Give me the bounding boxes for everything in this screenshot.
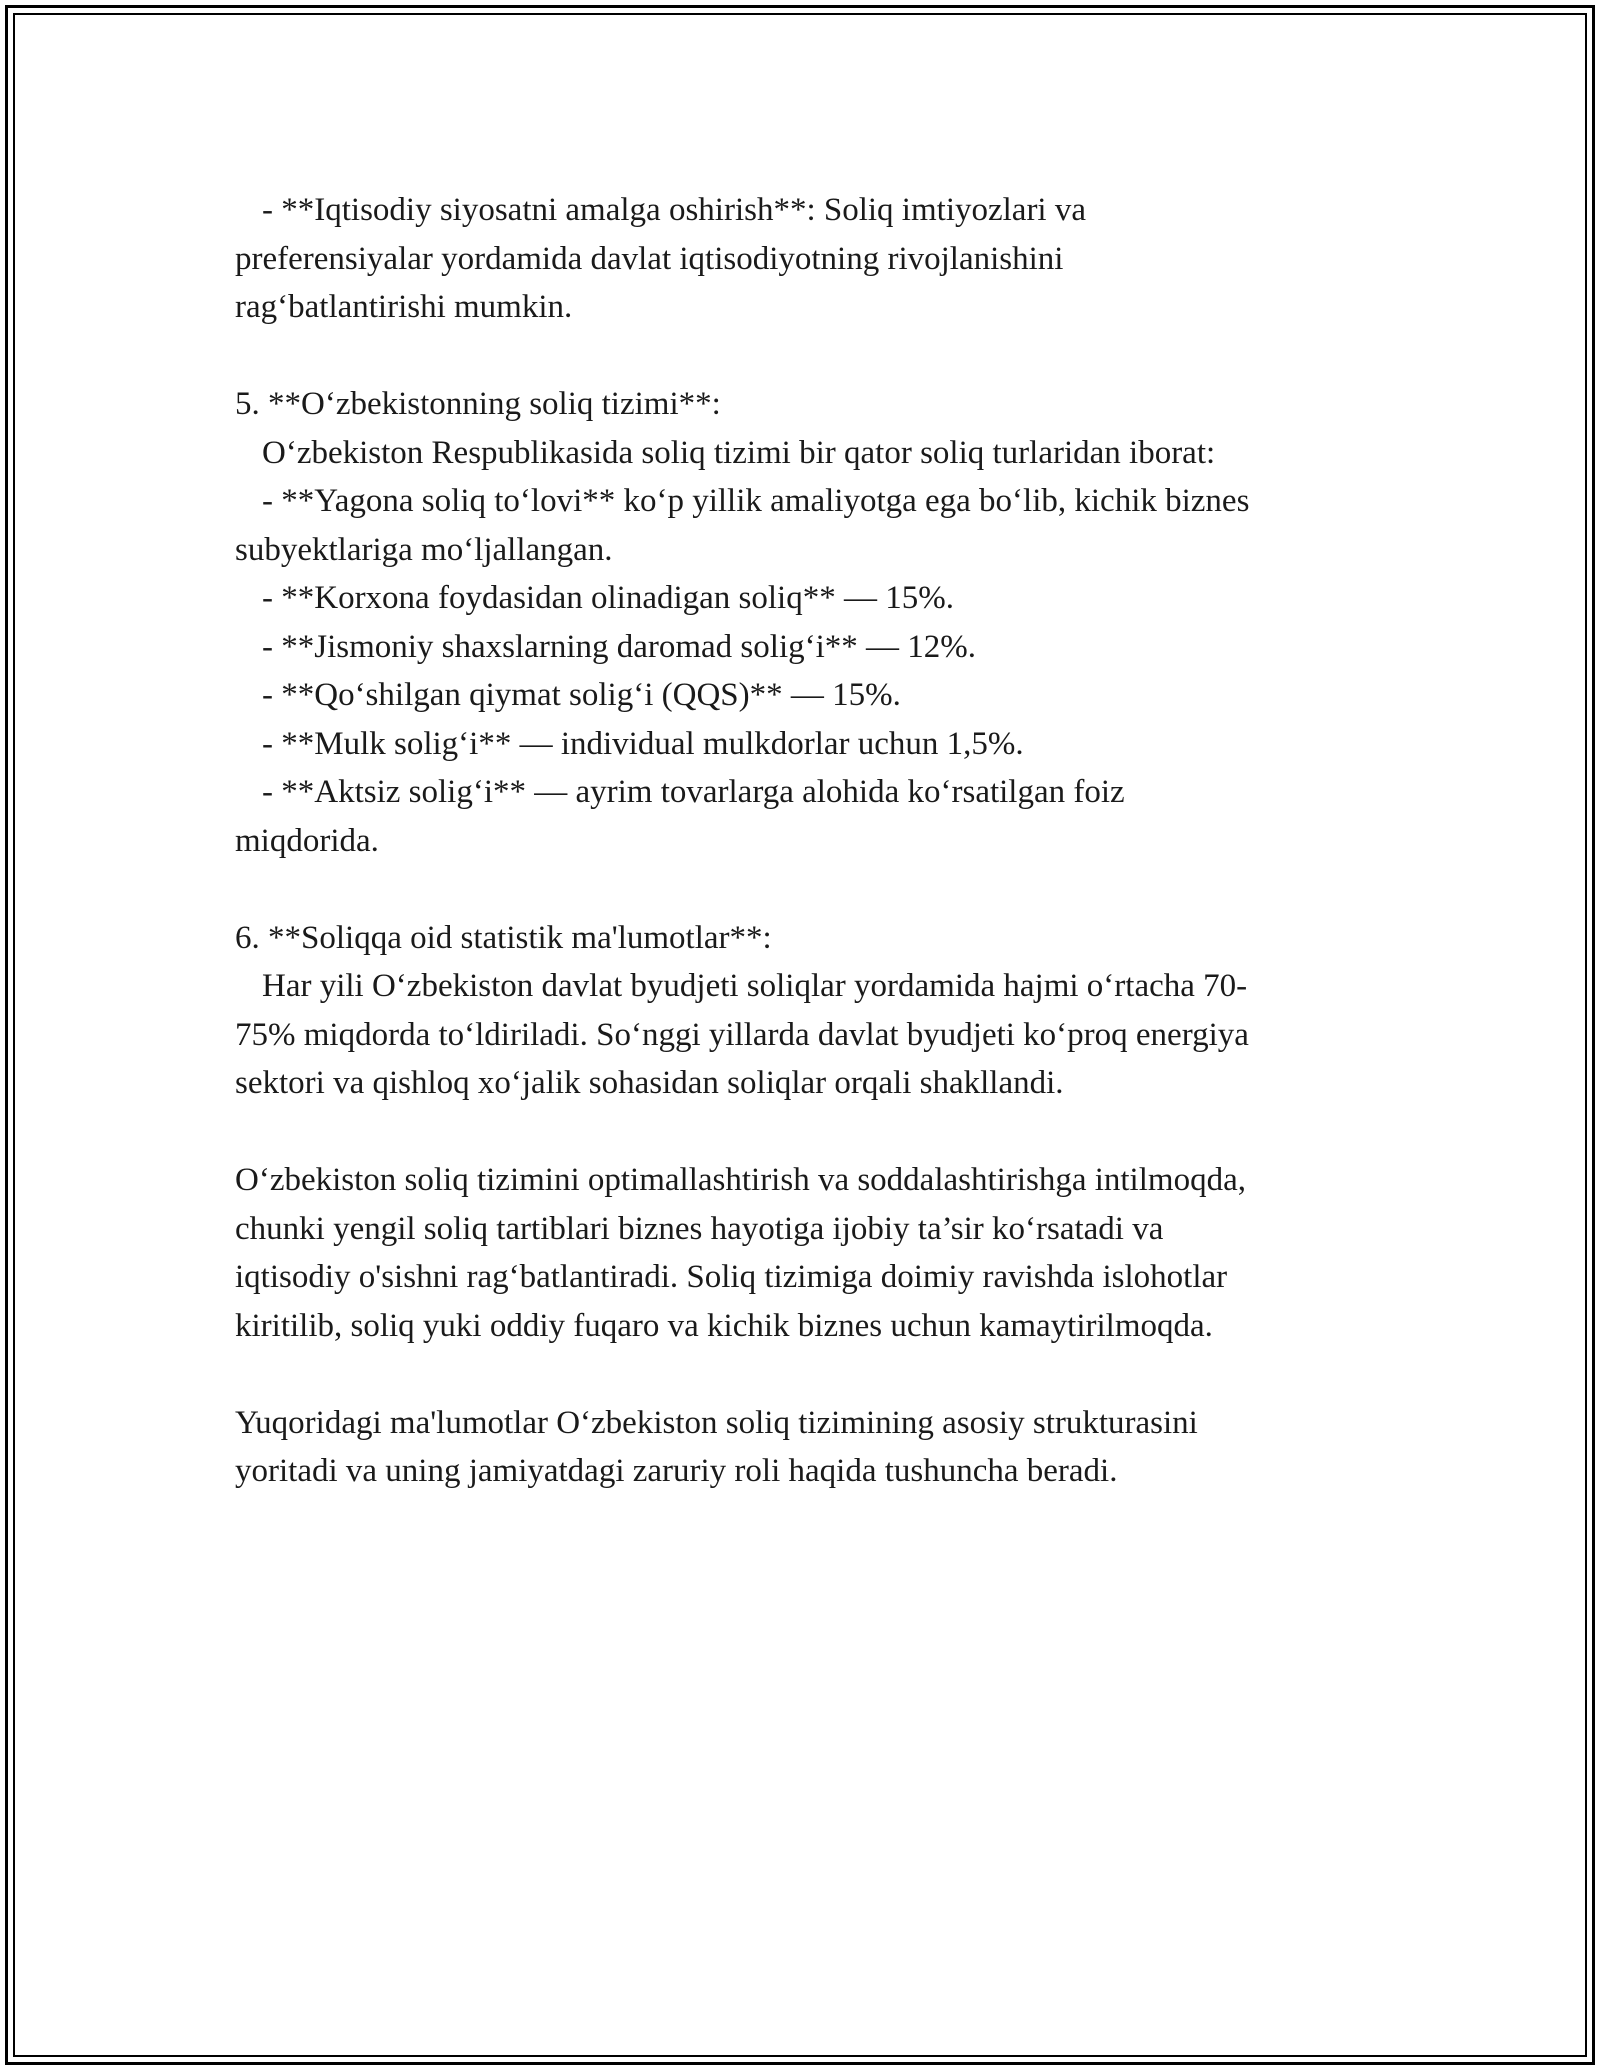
list-item: - **Korxona foydasidan olinadigan soliq** — 15%. [262, 580, 954, 616]
text-line: yoritadi va uning jamiyatdagi zaruriy roli haqida tushuncha beradi. [235, 1453, 1118, 1489]
text-line: Yuqoridagi ma'lumotlar O‘zbekiston soliq tizimining asosiy strukturasini [235, 1404, 1198, 1441]
text-line: chunki yengil soliq tartiblari biznes hayotiga ijobiy ta’sir ko‘rsatadi va [235, 1210, 1164, 1247]
list-item: - **Jismoniy shaxslarning daromad solig‘i** — 12%. [262, 628, 977, 665]
text-line: miqdorida. [235, 822, 379, 859]
text-line: sektori va qishloq xo‘jalik sohasidan soliqlar orqali shakllandi. [235, 1065, 1064, 1101]
text-line: rag‘batlantirishi mumkin. [235, 289, 573, 325]
text-line: O‘zbekiston soliq tizimini optimallashtirish va soddalashtirishga intilmoqda, [235, 1162, 1246, 1198]
paragraph-gap [235, 332, 1415, 381]
text-line: kiritilib, soliq yuki oddiy fuqaro va kichik biznes uchun kamaytirilmoqda. [235, 1307, 1213, 1344]
list-item: - **Aktsiz solig‘i** — ayrim tovarlarga alohida ko‘rsatilgan foiz [262, 774, 1125, 810]
text-line: iqtisodiy o'sishni rag‘batlantiradi. Soliq tizimiga doimiy ravishda islohotlar [235, 1259, 1228, 1295]
section-heading: 5. **O‘zbekistonning soliq tizimi**: [235, 386, 721, 422]
paragraph-gap [235, 865, 1415, 914]
text-line: Har yili O‘zbekiston davlat byudjeti soliqlar yordamida hajmi o‘rtacha 70- [262, 968, 1248, 1004]
list-item: - **Mulk solig‘i** — individual mulkdorlar uchun 1,5%. [262, 725, 1024, 762]
text-line: - **Iqtisodiy siyosatni amalga oshirish**: Soliq imtiyozlari va [262, 192, 1087, 228]
document-body [235, 186, 1415, 1496]
text-line: 75% miqdorda to‘ldiriladi. So‘nggi yillarda davlat byudjeti ko‘proq energiya [235, 1016, 1249, 1053]
paragraph-gap [235, 1108, 1415, 1157]
section-heading: 6. **Soliqqa oid statistik ma'lumotlar**: [235, 919, 772, 956]
paragraph-gap [235, 1350, 1415, 1399]
list-item: - **Qo‘shilgan qiymat solig‘i (QQS)** — 15%. [262, 677, 901, 713]
text-line: preferensiyalar yordamida davlat iqtisodiyotning rivojlanishini [235, 240, 1064, 277]
text-line: O‘zbekiston Respublikasida soliq tizimi bir qator soliq turlaridan iborat: [262, 434, 1216, 471]
list-item: - **Yagona soliq to‘lovi** ko‘p yillik amaliyotga ega bo‘lib, kichik biznes [262, 483, 1250, 519]
text-line: subyektlariga mo‘ljallangan. [235, 531, 613, 568]
